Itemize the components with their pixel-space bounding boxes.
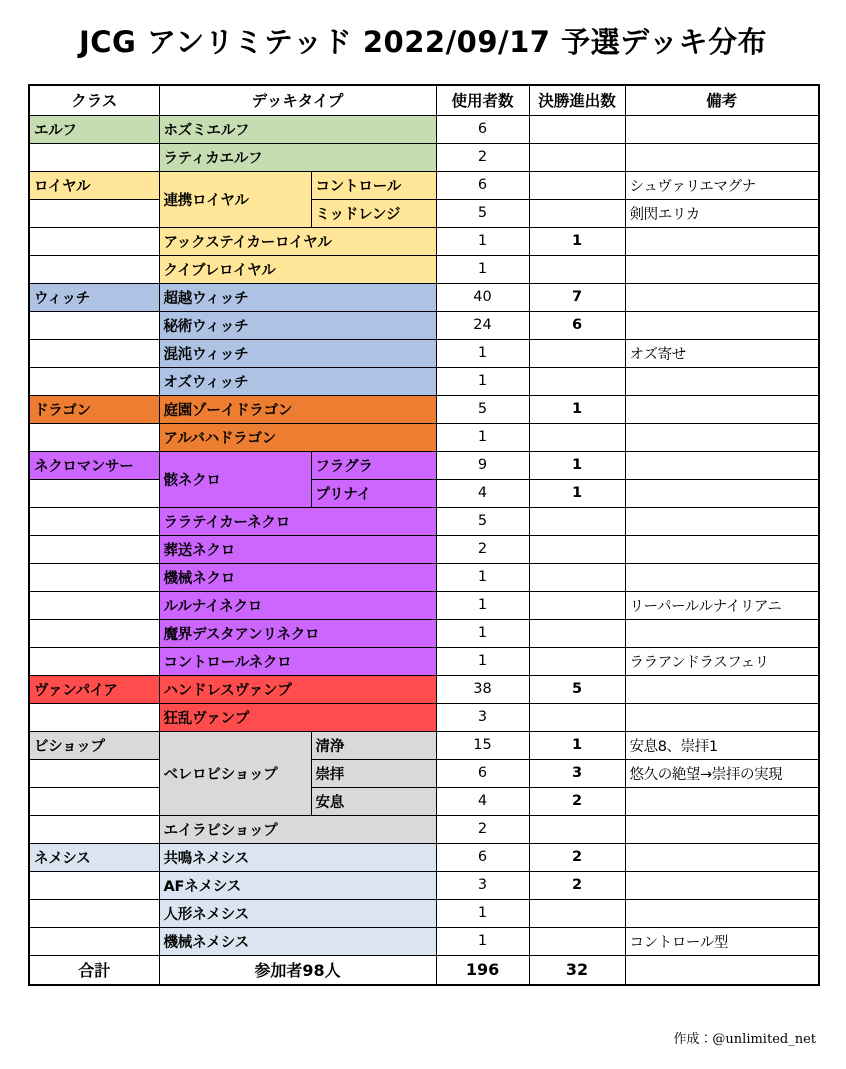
- cell-user-count: 3: [436, 871, 529, 899]
- cell-finals-count: 7: [529, 283, 625, 311]
- cell-finals-count: [529, 619, 625, 647]
- cell-class: [29, 759, 159, 787]
- cell-deck-type: ベレロビショップ: [159, 731, 311, 815]
- cell-note: [625, 703, 819, 731]
- cell-user-count: 1: [436, 927, 529, 955]
- cell-user-count: 1: [436, 227, 529, 255]
- cell-class: [29, 199, 159, 227]
- cell-deck-type: 超越ウィッチ: [159, 283, 436, 311]
- cell-class: [29, 591, 159, 619]
- cell-finals-count: [529, 423, 625, 451]
- table-row: [29, 255, 819, 283]
- cell-deck-type: 庭園ゾーイドラゴン: [159, 395, 436, 423]
- table-row: [29, 367, 819, 395]
- total-row: [29, 955, 819, 985]
- cell-finals-count: 6: [529, 311, 625, 339]
- cell-deck-subtype: コントロール: [311, 171, 436, 199]
- cell-class: [29, 871, 159, 899]
- cell-user-count: 15: [436, 731, 529, 759]
- cell-deck-type: 機械ネメシス: [159, 927, 436, 955]
- cell-user-count: 1: [436, 591, 529, 619]
- cell-deck-type: AFネメシス: [159, 871, 436, 899]
- cell-deck-type: 狂乱ヴァンプ: [159, 703, 436, 731]
- table-row: [29, 227, 819, 255]
- cell-class: ネメシス: [29, 843, 159, 871]
- cell-class: [29, 927, 159, 955]
- cell-note: [625, 367, 819, 395]
- cell-total-label: 合計: [29, 955, 159, 985]
- cell-finals-count: 2: [529, 843, 625, 871]
- cell-finals-count: [529, 563, 625, 591]
- cell-total-finals: 32: [529, 955, 625, 985]
- cell-class: [29, 367, 159, 395]
- table-row: [29, 759, 819, 787]
- table-row: [29, 731, 819, 759]
- table-row: [29, 927, 819, 955]
- cell-user-count: 1: [436, 647, 529, 675]
- table-row: [29, 311, 819, 339]
- table-row: [29, 283, 819, 311]
- cell-deck-type: クイブレロイヤル: [159, 255, 436, 283]
- cell-user-count: 5: [436, 507, 529, 535]
- cell-user-count: 1: [436, 423, 529, 451]
- cell-user-count: 24: [436, 311, 529, 339]
- cell-finals-count: [529, 171, 625, 199]
- cell-user-count: 3: [436, 703, 529, 731]
- table-row: [29, 171, 819, 199]
- table-row: [29, 619, 819, 647]
- cell-note: [625, 395, 819, 423]
- cell-total-users: 196: [436, 955, 529, 985]
- cell-note: [625, 787, 819, 815]
- table-row: [29, 899, 819, 927]
- cell-note: [625, 311, 819, 339]
- cell-deck-subtype: プリナイ: [311, 479, 436, 507]
- cell-class: ネクロマンサー: [29, 451, 159, 479]
- cell-note: [625, 899, 819, 927]
- cell-class: ウィッチ: [29, 283, 159, 311]
- cell-class: [29, 787, 159, 815]
- table-row: [29, 675, 819, 703]
- table-row: [29, 143, 819, 171]
- cell-note: オズ寄せ: [625, 339, 819, 367]
- cell-finals-count: 3: [529, 759, 625, 787]
- cell-note: [625, 535, 819, 563]
- cell-user-count: 6: [436, 843, 529, 871]
- cell-class: [29, 507, 159, 535]
- cell-finals-count: [529, 927, 625, 955]
- cell-user-count: 6: [436, 115, 529, 143]
- cell-deck-type: エイラビショップ: [159, 815, 436, 843]
- cell-deck-type: アックステイカーロイヤル: [159, 227, 436, 255]
- table-row: [29, 115, 819, 143]
- cell-finals-count: [529, 115, 625, 143]
- cell-user-count: 2: [436, 815, 529, 843]
- table-row: [29, 479, 819, 507]
- cell-deck-type: 秘術ウィッチ: [159, 311, 436, 339]
- cell-class: [29, 339, 159, 367]
- cell-finals-count: [529, 367, 625, 395]
- cell-deck-type: 人形ネメシス: [159, 899, 436, 927]
- cell-deck-subtype: ミッドレンジ: [311, 199, 436, 227]
- cell-deck-type: 葬送ネクロ: [159, 535, 436, 563]
- table-row: [29, 843, 819, 871]
- cell-finals-count: [529, 899, 625, 927]
- cell-finals-count: [529, 591, 625, 619]
- cell-deck-type: コントロールネクロ: [159, 647, 436, 675]
- column-header-users: 使用者数: [436, 85, 529, 115]
- cell-class: [29, 423, 159, 451]
- deck-distribution-table-wrapper: [28, 84, 818, 986]
- cell-user-count: 5: [436, 199, 529, 227]
- cell-finals-count: 1: [529, 731, 625, 759]
- cell-finals-count: [529, 647, 625, 675]
- table-row: [29, 815, 819, 843]
- table-row: [29, 507, 819, 535]
- deck-distribution-table: [28, 84, 820, 986]
- cell-deck-type: ララテイカーネクロ: [159, 507, 436, 535]
- cell-note: コントロール型: [625, 927, 819, 955]
- cell-class: エルフ: [29, 115, 159, 143]
- cell-finals-count: [529, 339, 625, 367]
- cell-class: [29, 563, 159, 591]
- column-header-finals: 決勝進出数: [529, 85, 625, 115]
- cell-deck-type: ラティカエルフ: [159, 143, 436, 171]
- cell-class: [29, 227, 159, 255]
- cell-user-count: 1: [436, 899, 529, 927]
- cell-note: [625, 815, 819, 843]
- cell-finals-count: [529, 199, 625, 227]
- cell-user-count: 1: [436, 367, 529, 395]
- cell-finals-count: 5: [529, 675, 625, 703]
- cell-finals-count: [529, 255, 625, 283]
- table-header: [29, 85, 819, 115]
- cell-note: 剣閃エリカ: [625, 199, 819, 227]
- cell-finals-count: [529, 703, 625, 731]
- cell-deck-type: 魔界デスタアンリネクロ: [159, 619, 436, 647]
- cell-deck-type: 骸ネクロ: [159, 451, 311, 507]
- table-row: [29, 871, 819, 899]
- cell-user-count: 6: [436, 171, 529, 199]
- cell-user-count: 2: [436, 535, 529, 563]
- cell-deck-subtype: 清浄: [311, 731, 436, 759]
- cell-user-count: 1: [436, 563, 529, 591]
- cell-total-participants: 参加者98人: [159, 955, 436, 985]
- cell-note: [625, 843, 819, 871]
- cell-user-count: 2: [436, 143, 529, 171]
- cell-note: [625, 619, 819, 647]
- cell-class: [29, 255, 159, 283]
- cell-user-count: 40: [436, 283, 529, 311]
- cell-note: 安息8、崇拝1: [625, 731, 819, 759]
- cell-user-count: 38: [436, 675, 529, 703]
- cell-note: [625, 563, 819, 591]
- cell-finals-count: [529, 535, 625, 563]
- cell-note: [625, 479, 819, 507]
- cell-class: [29, 311, 159, 339]
- cell-deck-type: ホズミエルフ: [159, 115, 436, 143]
- cell-deck-type: 混沌ウィッチ: [159, 339, 436, 367]
- cell-finals-count: 1: [529, 395, 625, 423]
- cell-user-count: 5: [436, 395, 529, 423]
- cell-note: [625, 451, 819, 479]
- cell-note: ララアンドラスフェリ: [625, 647, 819, 675]
- table-row: [29, 199, 819, 227]
- table-row: [29, 703, 819, 731]
- header-row: [29, 85, 819, 115]
- cell-note: シュヴァリエマグナ: [625, 171, 819, 199]
- cell-note: [625, 507, 819, 535]
- cell-class: [29, 479, 159, 507]
- table-body: [29, 115, 819, 985]
- cell-class: ドラゴン: [29, 395, 159, 423]
- cell-finals-count: 2: [529, 871, 625, 899]
- table-row: [29, 563, 819, 591]
- cell-note: [625, 675, 819, 703]
- cell-note: [625, 255, 819, 283]
- cell-class: [29, 703, 159, 731]
- cell-class: ビショップ: [29, 731, 159, 759]
- column-header-deck-type: デッキタイプ: [159, 85, 436, 115]
- cell-note: [625, 871, 819, 899]
- cell-finals-count: [529, 143, 625, 171]
- cell-finals-count: [529, 815, 625, 843]
- table-row: [29, 591, 819, 619]
- cell-note: [625, 423, 819, 451]
- cell-deck-type: オズウィッチ: [159, 367, 436, 395]
- table-row: [29, 395, 819, 423]
- cell-note: [625, 115, 819, 143]
- cell-deck-subtype: 安息: [311, 787, 436, 815]
- cell-finals-count: 1: [529, 227, 625, 255]
- column-header-notes: 備考: [625, 85, 819, 115]
- column-header-class: クラス: [29, 85, 159, 115]
- cell-class: [29, 647, 159, 675]
- cell-finals-count: [529, 507, 625, 535]
- cell-user-count: 9: [436, 451, 529, 479]
- table-row: [29, 339, 819, 367]
- cell-note: [625, 283, 819, 311]
- cell-user-count: 1: [436, 255, 529, 283]
- table-row: [29, 647, 819, 675]
- cell-user-count: 1: [436, 339, 529, 367]
- cell-class: [29, 535, 159, 563]
- cell-class: ヴァンパイア: [29, 675, 159, 703]
- cell-finals-count: 2: [529, 787, 625, 815]
- cell-user-count: 4: [436, 479, 529, 507]
- cell-note: リーパールルナイリアニ: [625, 591, 819, 619]
- cell-deck-type: 機械ネクロ: [159, 563, 436, 591]
- page-title: JCG アンリミテッド 2022/09/17 予選デッキ分布: [78, 25, 768, 59]
- cell-deck-type: ハンドレスヴァンプ: [159, 675, 436, 703]
- cell-class: [29, 815, 159, 843]
- cell-deck-type: ルルナイネクロ: [159, 591, 436, 619]
- cell-deck-type: 共鳴ネメシス: [159, 843, 436, 871]
- cell-user-count: 1: [436, 619, 529, 647]
- cell-class: ロイヤル: [29, 171, 159, 199]
- cell-note: [625, 143, 819, 171]
- table-row: [29, 535, 819, 563]
- table-row: [29, 423, 819, 451]
- cell-deck-subtype: 崇拝: [311, 759, 436, 787]
- cell-class: [29, 143, 159, 171]
- cell-deck-subtype: フラグラ: [311, 451, 436, 479]
- table-row: [29, 787, 819, 815]
- cell-finals-count: 1: [529, 479, 625, 507]
- cell-deck-type: 連携ロイヤル: [159, 171, 311, 227]
- cell-note: [625, 227, 819, 255]
- cell-user-count: 4: [436, 787, 529, 815]
- cell-finals-count: 1: [529, 451, 625, 479]
- cell-deck-type: アルバハドラゴン: [159, 423, 436, 451]
- table-row: [29, 451, 819, 479]
- cell-class: [29, 619, 159, 647]
- cell-note: 悠久の絶望→崇拝の実現: [625, 759, 819, 787]
- cell-class: [29, 899, 159, 927]
- cell-user-count: 6: [436, 759, 529, 787]
- author-credit: 作成：@unlimited_net: [673, 1032, 816, 1047]
- cell-total-note: [625, 955, 819, 985]
